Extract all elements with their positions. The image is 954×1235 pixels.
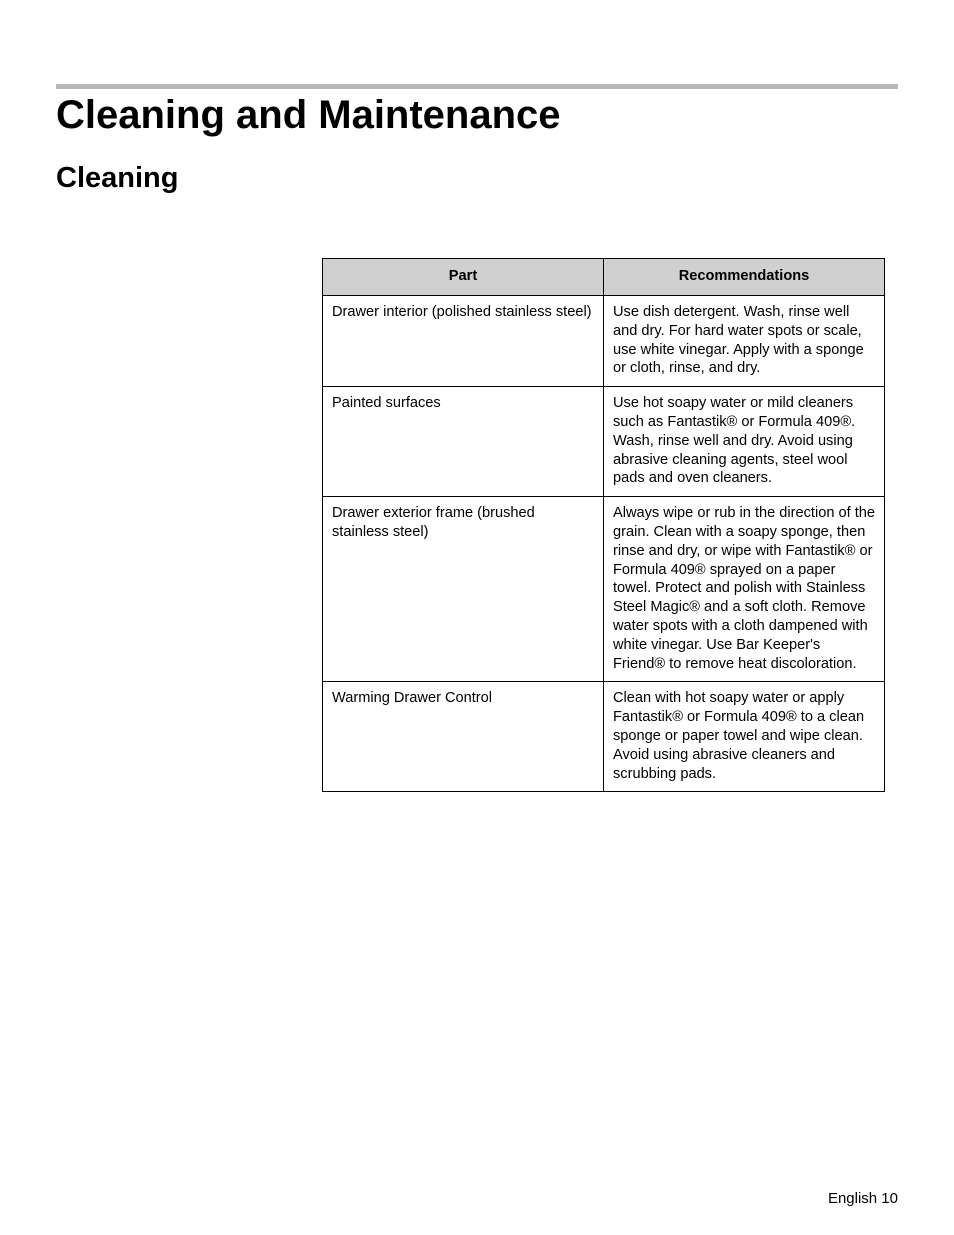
part-cell: Painted surfaces: [323, 387, 604, 497]
page-number: English 10: [827, 1190, 898, 1207]
recommendation-cell: Always wipe or rub in the direction of the grain. Clean with a soapy sponge, then rinse and dry, or wipe with Fantastik® or Formula 409® sprayed on a paper towel. Protect and polish with Stainless Steel Magic® and a soft cloth. Remove water spots with a cloth dampened with white vinegar. Use Bar Keeper's Friend® to remove heat discoloration.: [604, 497, 885, 682]
recommendation-cell: Use dish detergent. Wash, rinse well and dry. For hard water spots or scale, use white vinegar. Apply with a sponge or cloth, rinse, and dry.: [604, 296, 885, 387]
table-header-row: [323, 259, 885, 296]
column-header-part: Part: [323, 259, 604, 296]
table-row: [323, 497, 885, 682]
recommendation-cell: Clean with hot soapy water or apply Fantastik® or Formula 409® to a clean sponge or paper towel and wipe clean. Avoid using abrasive cleaners and scrubbing pads.: [604, 682, 885, 792]
page-title: Cleaning and Maintenance: [56, 93, 561, 137]
table-row: [323, 296, 885, 387]
section-title: Cleaning: [56, 162, 179, 194]
part-cell: Drawer exterior frame (brushed stainless steel): [323, 497, 604, 682]
table-row: [323, 387, 885, 497]
cleaning-table: [322, 258, 885, 792]
column-header-recommendations: Recommendations: [604, 259, 885, 296]
recommendation-cell: Use hot soapy water or mild cleaners such as Fantastik® or Formula 409®. Wash, rinse well and dry. Avoid using abrasive cleaning agents, steel wool pads and oven cleaners.: [604, 387, 885, 497]
part-cell: Drawer interior (polished stainless steel): [323, 296, 604, 387]
part-cell: Warming Drawer Control: [323, 682, 604, 792]
table-row: [323, 682, 885, 792]
title-rule: [56, 84, 898, 89]
